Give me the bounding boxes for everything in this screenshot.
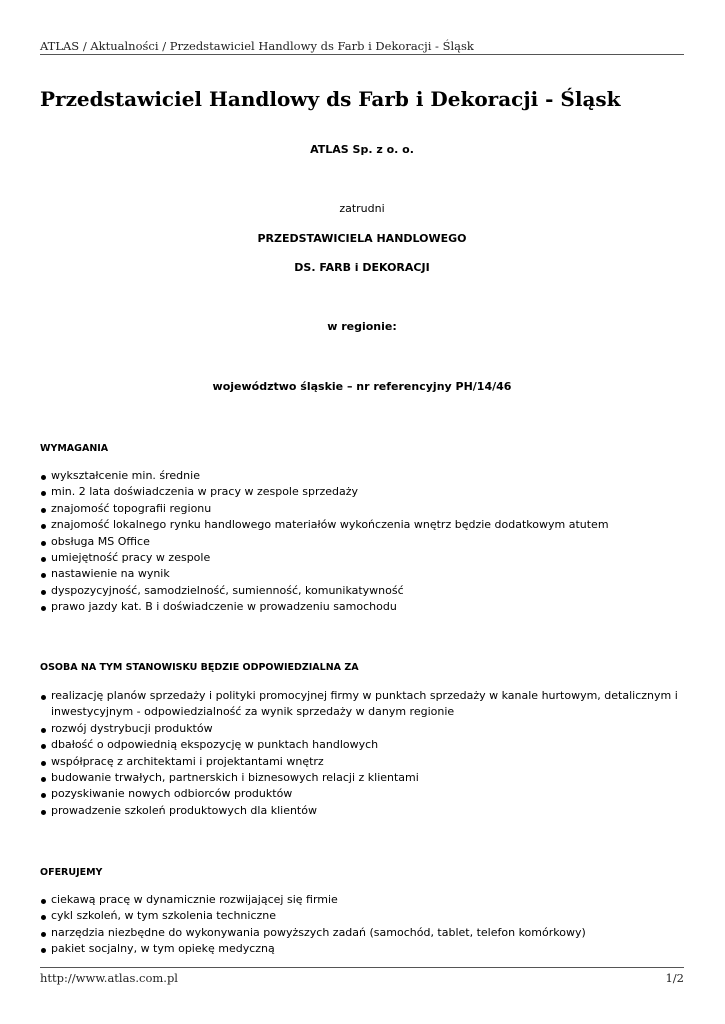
list-item: dyspozycyjność, samodzielność, sumienność, komunikatywność [40,583,680,599]
list-item: ciekawą pracę w dynamicznie rozwijającej się firmie [40,892,680,908]
responsibilities-heading: OSOBA NA TYM STANOWISKU BĘDZIE ODPOWIEDZIALNA ZA [40,662,359,673]
footer-url: http://www.atlas.com.pl [40,971,178,985]
company-name: ATLAS Sp. z o. o. [310,143,414,156]
list-item: pozyskiwanie nowych odbiorców produktów [40,786,680,802]
list-item: nastawienie na wynik [40,566,680,582]
list-item: cykl szkoleń, w tym szkolenia techniczne [40,908,680,924]
list-item: umiejętność pracy w zespole [40,550,680,566]
list-item: dbałość o odpowiednią ekspozycję w punktach handlowych [40,737,680,753]
list-item: min. 2 lata doświadczenia w pracy w zespole sprzedaży [40,484,680,500]
offer-heading: OFERUJEMY [40,867,103,878]
page-title: Przedstawiciel Handlowy ds Farb i Dekoracji - Śląsk [40,87,621,111]
requirements-heading: WYMAGANIA [40,443,109,454]
list-item: prawo jazdy kat. B i doświadczenie w prowadzeniu samochodu [40,599,680,615]
offer-list [40,892,680,958]
hires-text: zatrudni [339,202,385,215]
list-item: rozwój dystrybucji produktów [40,721,680,737]
region-label: w regionie: [327,320,397,333]
list-item: obsługa MS Office [40,534,680,550]
list-item: znajomość lokalnego rynku handlowego materiałów wykończenia wnętrz będzie dodatkowym atutem [40,517,680,533]
list-item: prowadzenie szkoleń produktowych dla klientów [40,803,680,819]
list-item: realizację planów sprzedaży i polityki promocyjnej firmy w punktach sprzedaży w kanale hurtowym, detalicznym i inwestycyjnym - odpowiedzialność za wynik sprzedaży w danym regionie [40,688,680,721]
position-title-line1: PRZEDSTAWICIELA HANDLOWEGO [257,232,467,245]
responsibilities-list [40,688,680,819]
footer-divider [40,967,684,968]
list-item: współpracę z architektami i projektantami wnętrz [40,754,680,770]
list-item: budowanie trwałych, partnerskich i biznesowych relacji z klientami [40,770,680,786]
requirements-list [40,468,680,616]
list-item: pakiet socjalny, w tym opiekę medyczną [40,941,680,957]
list-item: znajomość topografii regionu [40,501,680,517]
page-header-breadcrumb: ATLAS / Aktualności / Przedstawiciel Handlowy ds Farb i Dekoracji - Śląsk [40,39,474,53]
position-title-line2: DS. FARB i DEKORACJI [294,261,430,274]
list-item: narzędzia niezbędne do wykonywania powyższych zadań (samochód, tablet, telefon komórkowy) [40,925,680,941]
region-value: województwo śląskie – nr referencyjny PH/14/46 [212,380,512,393]
list-item: wykształcenie min. średnie [40,468,680,484]
page-number: 1/2 [665,971,684,985]
header-divider [40,54,684,55]
